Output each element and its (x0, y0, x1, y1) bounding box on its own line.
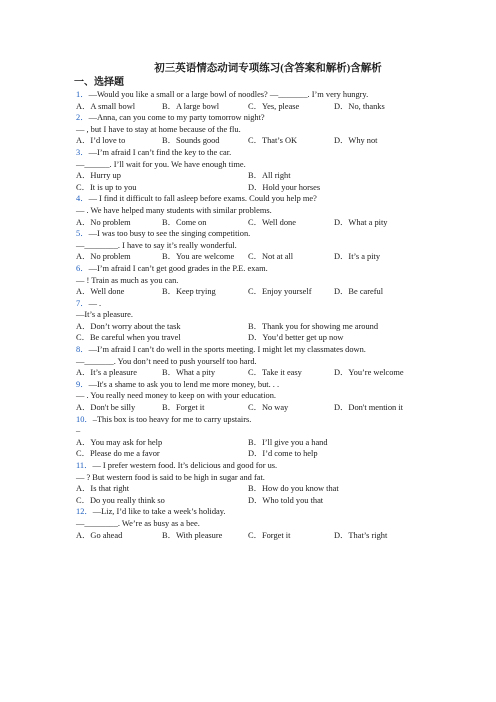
question-text: —______. I’ll wait for you. We have enough time. (76, 159, 246, 169)
question-text: — ! Train as much as you can. (76, 275, 179, 285)
question-line (76, 159, 486, 171)
question-line (76, 425, 486, 437)
answer-option[interactable]: D．Don't mention it (334, 403, 403, 413)
answer-option[interactable]: B．All right (248, 171, 291, 181)
question-text: — ? But western food is said to be high in sugar and fat. (76, 472, 265, 482)
answer-option[interactable]: B．Keep trying (162, 287, 216, 297)
question-text: —I’m afraid I can’t get good grades in the P.E. exam. (88, 263, 268, 273)
question-stem (76, 147, 486, 159)
question-item (76, 147, 486, 193)
answer-option[interactable]: B．Sounds good (162, 136, 220, 146)
question-text: —It’s a pleasure. (76, 310, 133, 320)
question-text: — , but I have to stay at home because of the flu. (76, 124, 241, 134)
question-line (76, 390, 486, 402)
answer-option[interactable]: D．What a pity (334, 217, 388, 227)
question-stem (76, 228, 486, 240)
options-row (76, 182, 486, 194)
answer-option[interactable]: A．Well done (76, 287, 125, 297)
question-number: 11． (76, 461, 93, 470)
question-line (76, 275, 486, 287)
question-text: — . You really need money to keep on with your education. (76, 391, 277, 401)
question-item (76, 193, 486, 228)
question-stem (76, 414, 486, 426)
answer-option[interactable]: D．I’d come to help (248, 449, 318, 459)
answer-option[interactable]: C．Please do me a favor (76, 449, 160, 459)
answer-option[interactable]: C．It is up to you (76, 182, 137, 192)
question-text: —It's a shame to ask you to lend me more money, but. . . (88, 379, 280, 389)
question-stem (76, 344, 486, 356)
answer-option[interactable]: D．Be careful (334, 287, 384, 297)
question-list (76, 89, 486, 541)
answer-option[interactable]: C．Well done (248, 217, 296, 227)
options-row (76, 170, 486, 182)
answer-option[interactable]: C．Yes, please (248, 101, 300, 111)
question-line (76, 472, 486, 484)
answer-option[interactable]: C．Be careful when you travel (76, 333, 181, 343)
question-stem (76, 263, 486, 275)
answer-option[interactable]: C．Do you really think so (76, 495, 165, 505)
answer-option[interactable]: B．With pleasure (162, 530, 223, 540)
answer-option[interactable]: B．How do you know that (248, 484, 339, 494)
answer-option[interactable]: B．Thank you for showing me around (248, 321, 379, 331)
answer-option[interactable]: D．Why not (334, 136, 378, 146)
answer-option[interactable]: C．No way (248, 403, 289, 413)
question-item (76, 414, 486, 460)
question-line (76, 124, 486, 136)
question-text: — . (88, 298, 102, 308)
answer-option[interactable]: C．Take it easy (248, 368, 302, 378)
answer-option[interactable]: A．Don't be silly (76, 403, 136, 413)
answer-option[interactable]: A．Don’t worry about the task (76, 321, 181, 331)
question-item (76, 228, 486, 263)
question-text: — I find it difficult to fall asleep before exams. Could you help me? (88, 194, 317, 204)
question-number: 10． (76, 414, 93, 424)
question-item (76, 460, 486, 506)
options-row (76, 251, 486, 263)
question-number: 7． (76, 298, 89, 308)
answer-option[interactable]: A．Hurry up (76, 171, 121, 181)
question-item (76, 112, 486, 147)
options-row (76, 135, 486, 147)
question-item (76, 263, 486, 298)
question-line (76, 240, 486, 252)
question-text: – (76, 426, 81, 436)
page-title: 初三英语情态动词专项练习(含答案和解析)含解析 (154, 63, 382, 74)
answer-option[interactable]: B．Forget it (162, 403, 205, 413)
question-text: —Liz, I’d like to take a week’s holiday. (92, 507, 226, 517)
question-text: —_______. You don’t need to push yourself too hard. (76, 356, 257, 366)
answer-option[interactable]: B．What a pity (162, 368, 216, 378)
question-stem (76, 89, 486, 101)
answer-option[interactable]: D．Hold your horses (248, 182, 321, 192)
answer-option[interactable]: A．I’d love to (76, 136, 126, 146)
question-text: —I’m afraid I can’t do well in the sports meeting. I might let my classmates down. (88, 345, 366, 355)
question-line (76, 356, 486, 368)
question-number: 8． (76, 345, 89, 355)
question-text: — I prefer western food. It’s delicious and good for us. (92, 461, 278, 470)
answer-option[interactable]: B．Come on (162, 217, 207, 227)
options-row (76, 321, 486, 333)
options-row (76, 402, 486, 414)
answer-option[interactable]: C．Enjoy yourself (248, 287, 312, 297)
question-stem (76, 506, 486, 518)
question-number: 4． (76, 194, 89, 204)
question-item (76, 344, 486, 379)
options-row (76, 437, 486, 449)
options-row (76, 483, 486, 495)
options-row (76, 495, 486, 507)
answer-option[interactable]: D．You’d better get up now (248, 333, 344, 343)
question-stem (76, 112, 486, 124)
question-item (76, 298, 486, 344)
question-stem (76, 298, 486, 310)
answer-option[interactable]: A．No problem (76, 252, 131, 262)
question-item (76, 506, 486, 541)
answer-option[interactable]: D．Who told you that (248, 495, 324, 505)
question-text: –This box is too heavy for me to carry upstairs. (92, 414, 252, 424)
question-text: —Anna, can you come to my party tomorrow night? (88, 113, 265, 123)
question-line (76, 518, 486, 530)
section-heading: 一、选择题 (74, 77, 124, 88)
question-text: —I was too busy to see the singing competition. (88, 229, 251, 239)
question-item (76, 89, 486, 112)
answer-option[interactable]: D．That’s right (334, 530, 388, 540)
options-row (76, 530, 486, 542)
answer-option[interactable]: A．A small bowl (76, 101, 136, 111)
answer-option[interactable]: D．It’s a pity (334, 252, 381, 262)
question-number: 6． (76, 263, 89, 273)
answer-option[interactable]: C．That’s OK (248, 136, 298, 146)
answer-option[interactable]: C．Forget it (248, 530, 291, 540)
options-row (76, 286, 486, 298)
question-text: —Would you like a small or a large bowl of noodles? —_______. I’m very hungry. (88, 90, 369, 99)
answer-option[interactable]: B．You are welcome (162, 252, 235, 262)
answer-option[interactable]: B．I’ll give you a hand (248, 437, 328, 447)
question-line (76, 205, 486, 217)
options-row (76, 332, 486, 344)
question-stem (76, 460, 486, 472)
question-number: 9． (76, 379, 89, 389)
answer-option[interactable]: A．Go ahead (76, 530, 123, 540)
question-number: 3． (76, 147, 89, 157)
answer-option[interactable]: A．You may ask for help (76, 437, 163, 447)
options-row (76, 367, 486, 379)
answer-option[interactable]: A．It’s a pleasure (76, 368, 137, 378)
question-text: — . We have helped many students with similar problems. (76, 205, 272, 215)
answer-option[interactable]: A．No problem (76, 217, 131, 227)
question-stem (76, 193, 486, 205)
answer-option[interactable]: D．No, thanks (334, 101, 385, 111)
answer-option[interactable]: C．Not at all (248, 252, 294, 262)
question-number: 5． (76, 229, 89, 239)
question-number: 1． (76, 90, 89, 99)
question-line (76, 309, 486, 321)
options-row (76, 448, 486, 460)
answer-option[interactable]: A．Is that right (76, 484, 130, 494)
answer-option[interactable]: B．A large bowl (162, 101, 220, 111)
question-stem (76, 379, 486, 391)
answer-option[interactable]: D．You’re welcome (334, 368, 404, 378)
options-row (76, 217, 486, 229)
question-text: —I’m afraid I can’t find the key to the car. (88, 147, 232, 157)
question-number: 12． (76, 507, 93, 517)
question-number: 2． (76, 113, 89, 123)
options-row (76, 101, 486, 113)
question-item (76, 379, 486, 414)
question-text: —________. I have to say it’s really wonderful. (76, 240, 237, 250)
question-text: —________. We’re as busy as a bee. (76, 518, 200, 528)
